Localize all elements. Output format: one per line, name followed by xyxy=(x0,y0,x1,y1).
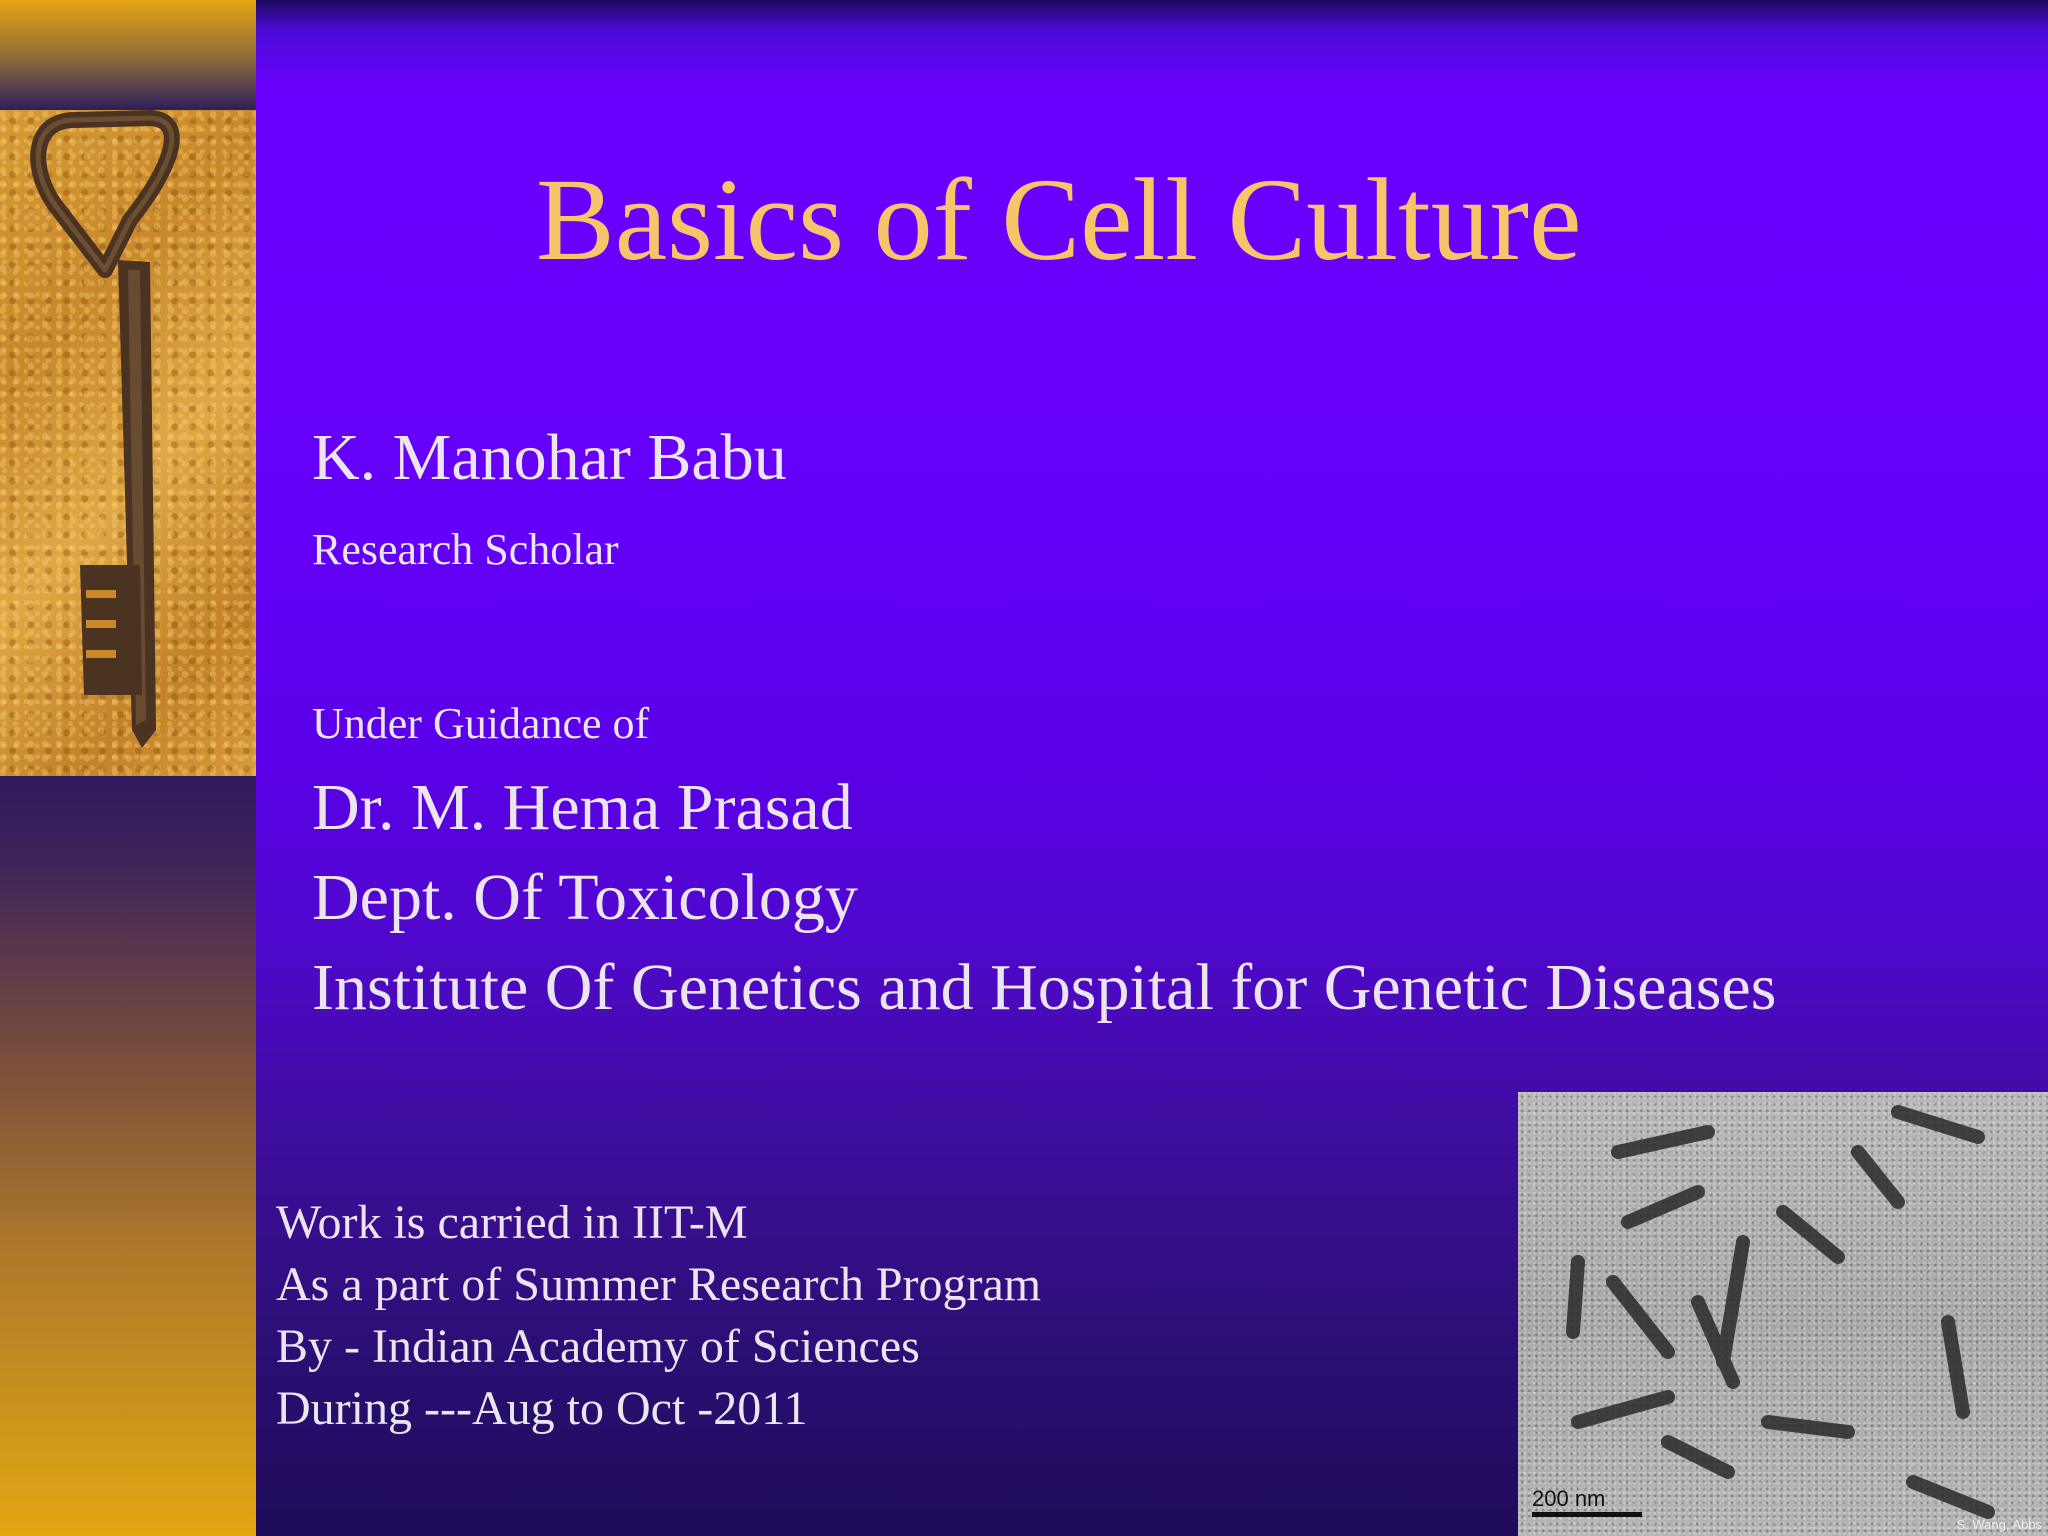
scale-label: 200 nm xyxy=(1532,1486,1606,1511)
old-key-icon xyxy=(0,110,256,776)
footer-line: As a part of Summer Research Program xyxy=(276,1258,1042,1311)
department: Dept. Of Toxicology xyxy=(312,861,858,934)
nanorods-image xyxy=(1518,1092,2048,1536)
author-name: K. Manohar Babu xyxy=(312,421,787,494)
institute: Institute Of Genetics and Hospital for Genetic Diseases xyxy=(312,951,1777,1024)
footer-line: During ---Aug to Oct -2011 xyxy=(276,1382,808,1435)
footer-text xyxy=(276,1192,1041,1440)
author-role: Research Scholar xyxy=(312,525,619,574)
electron-micrograph xyxy=(1518,1092,2048,1536)
slide-title: Basics of Cell Culture xyxy=(536,154,1582,285)
key-photo xyxy=(0,110,256,776)
guide-name: Dr. M. Hema Prasad xyxy=(312,771,853,844)
footer-line: By - Indian Academy of Sciences xyxy=(276,1320,920,1373)
image-credit: S. Wang, Abbs xyxy=(1956,1517,2042,1532)
footer-line: Work is carried in IIT-M xyxy=(276,1196,748,1249)
guidance-label: Under Guidance of xyxy=(312,699,650,748)
scale-bar xyxy=(1532,1512,1642,1517)
